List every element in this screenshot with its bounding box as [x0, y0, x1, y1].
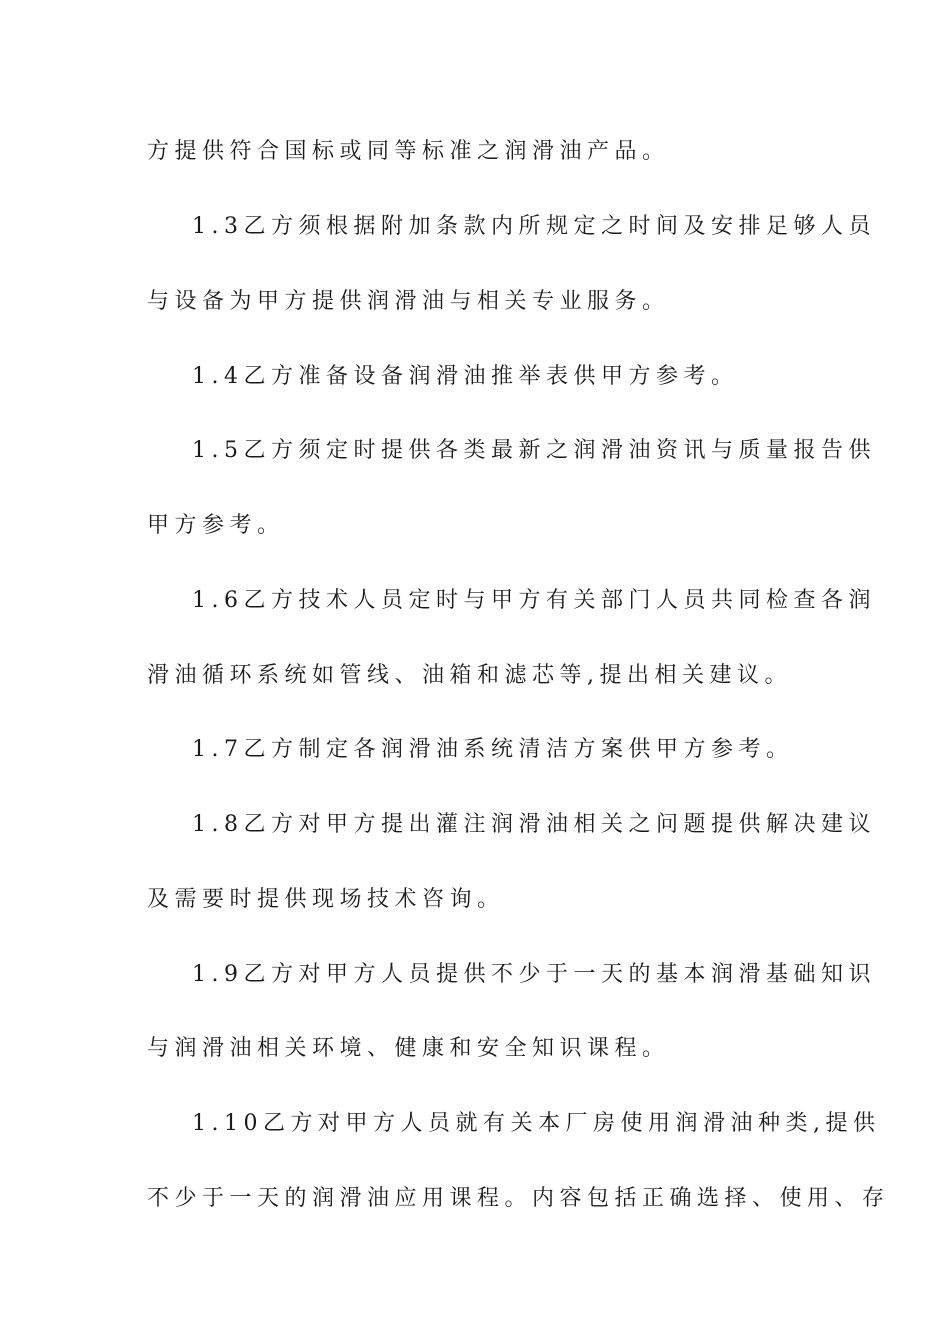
text-line: 不少于一天的润滑油应用课程。内容包括正确选择、使用、存 — [147, 1186, 890, 1211]
clause-1-4: 1.4乙方准备设备润滑油推举表供甲方参考。 — [192, 364, 739, 389]
clause-1-10: 1.10乙方对甲方人员就有关本厂房使用润滑油种类,提供 — [192, 1111, 881, 1136]
clause-1-7: 1.7乙方制定各润滑油系统清洁方案供甲方参考。 — [192, 737, 794, 762]
text-line: 方提供符合国标或同等标准之润滑油产品。 — [147, 139, 670, 164]
clause-1-6: 1.6乙方技术人员定时与甲方有关部门人员共同检查各润 — [192, 588, 876, 613]
clause-1-9: 1.9乙方对甲方人员提供不少于一天的基本润滑基础知识 — [192, 962, 876, 987]
text-line: 与设备为甲方提供润滑油与相关专业服务。 — [147, 289, 670, 314]
clause-1-8: 1.8乙方对甲方提出灌注润滑油相关之问题提供解决建议 — [192, 812, 876, 837]
text-line: 甲方参考。 — [147, 513, 285, 538]
text-line: 与润滑油相关环境、健康和安全知识课程。 — [147, 1036, 670, 1061]
clause-1-3: 1.3乙方须根据附加条款内所规定之时间及安排足够人员 — [192, 214, 876, 239]
clause-1-5: 1.5乙方须定时提供各类最新之润滑油资讯与质量报告供 — [192, 438, 876, 463]
text-line: 滑油循环系统如管线、油箱和滤芯等,提出相关建议。 — [147, 663, 792, 688]
text-line: 及需要时提供现场技术咨询。 — [147, 887, 505, 912]
